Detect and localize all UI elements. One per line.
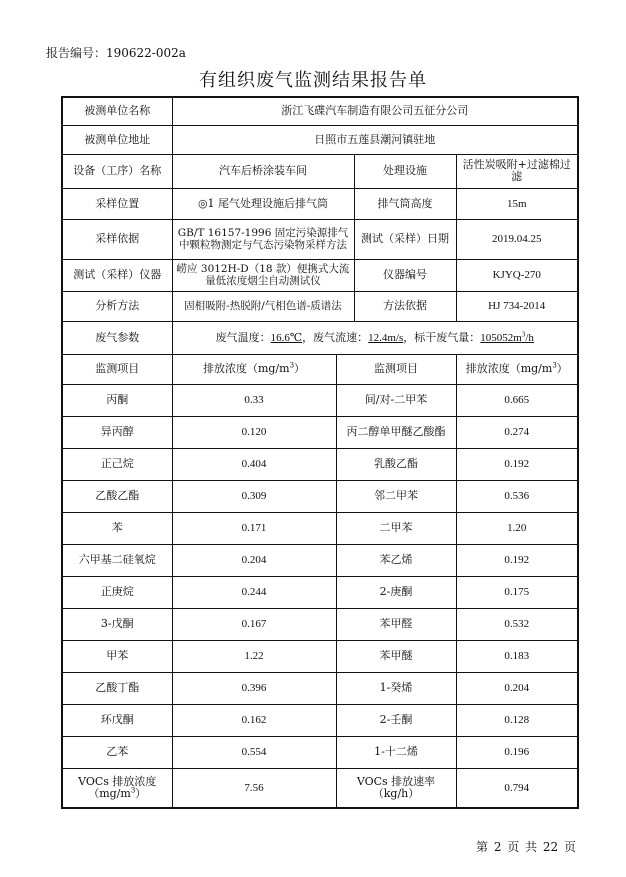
left-value: 0.167 bbox=[172, 608, 336, 640]
instrument-value: 崂应 3012H-D（18 款）便携式大流量低浓度烟尘自动测试仪 bbox=[172, 259, 354, 291]
instrument-no-label: 仪器编号 bbox=[354, 259, 456, 291]
sampling-position-value: ◎1 尾气处理设施后排气筒 bbox=[172, 188, 354, 219]
right-conc-header-text: 排放浓度（mg/m bbox=[465, 362, 553, 375]
equipment-label: 设备（工序）名称 bbox=[62, 154, 172, 188]
right-conc-header-end: ） bbox=[556, 362, 568, 375]
vocs-concentration-value: 7.56 bbox=[172, 768, 336, 808]
right-item: 苯甲醛 bbox=[336, 608, 456, 640]
right-value: 0.274 bbox=[456, 416, 578, 448]
left-value: 0.244 bbox=[172, 576, 336, 608]
right-item: 二甲苯 bbox=[336, 512, 456, 544]
result-row bbox=[62, 480, 578, 512]
right-value: 0.192 bbox=[456, 448, 578, 480]
vocs-rate-value: 0.794 bbox=[456, 768, 578, 808]
equipment-value: 汽车后桥涂装车间 bbox=[172, 154, 354, 188]
result-row bbox=[62, 704, 578, 736]
left-item: 环戊酮 bbox=[62, 704, 172, 736]
treatment-label: 处理设施 bbox=[354, 154, 456, 188]
result-row bbox=[62, 672, 578, 704]
right-item: 邻二甲苯 bbox=[336, 480, 456, 512]
analysis-label: 分析方法 bbox=[62, 291, 172, 321]
vocs-conc-label-line1: VOCs 排放浓度 bbox=[78, 774, 157, 788]
left-value: 0.404 bbox=[172, 448, 336, 480]
gas-params-row bbox=[62, 321, 578, 354]
left-item: 正庚烷 bbox=[62, 576, 172, 608]
left-item: 异丙醇 bbox=[62, 416, 172, 448]
left-item: 丙酮 bbox=[62, 384, 172, 416]
std-vol-sup: 3 bbox=[521, 329, 526, 338]
result-row bbox=[62, 576, 578, 608]
result-row bbox=[62, 544, 578, 576]
right-item: 丙二醇单甲醚乙酸酯 bbox=[336, 416, 456, 448]
std-vol-unit: /h bbox=[525, 331, 534, 344]
address-value: 日照市五莲县潮河镇驻地 bbox=[172, 125, 578, 154]
left-value: 0.120 bbox=[172, 416, 336, 448]
gas-temp-value: 16.6℃ bbox=[270, 331, 303, 344]
left-value: 0.204 bbox=[172, 544, 336, 576]
vocs-total-row bbox=[62, 768, 578, 808]
right-conc-header-sup: 3 bbox=[552, 361, 557, 370]
instrument-label: 测试（采样）仪器 bbox=[62, 259, 172, 291]
left-value: 0.554 bbox=[172, 736, 336, 768]
method-basis-label: 方法依据 bbox=[354, 291, 456, 321]
right-conc-header bbox=[456, 354, 578, 384]
report-number: 报告编号：190622-002a bbox=[46, 46, 186, 60]
vocs-rate-label-line1: VOCs 排放速率 bbox=[356, 774, 436, 788]
left-conc-header-text: 排放浓度（mg/m bbox=[202, 362, 290, 375]
address-row bbox=[62, 125, 578, 154]
left-value: 1.22 bbox=[172, 640, 336, 672]
left-item: 甲苯 bbox=[62, 640, 172, 672]
sampling-basis-row bbox=[62, 219, 578, 259]
right-value: 0.183 bbox=[456, 640, 578, 672]
test-date-value: 2019.04.25 bbox=[456, 219, 578, 259]
left-item-header: 监测项目 bbox=[62, 354, 172, 384]
left-item: 3-戊酮 bbox=[62, 608, 172, 640]
monitoring-result-table bbox=[61, 96, 579, 809]
right-item: 2-庚酮 bbox=[336, 576, 456, 608]
stack-height-value: 15m bbox=[456, 188, 578, 219]
results-header-row bbox=[62, 354, 578, 384]
page-number: 第 2 页 共 22 页 bbox=[476, 840, 576, 854]
result-row bbox=[62, 512, 578, 544]
std-vol-label: ，标干废气量： bbox=[403, 330, 481, 344]
vocs-rate-label bbox=[336, 768, 456, 808]
right-value: 0.175 bbox=[456, 576, 578, 608]
right-item: 2-壬酮 bbox=[336, 704, 456, 736]
sampling-position-label: 采样位置 bbox=[62, 188, 172, 219]
left-item: 乙酸丁酯 bbox=[62, 672, 172, 704]
vocs-rate-label-line2: （kg/h） bbox=[372, 786, 420, 800]
unit-name-row bbox=[62, 97, 578, 125]
left-value: 0.33 bbox=[172, 384, 336, 416]
right-item: 苯乙烯 bbox=[336, 544, 456, 576]
right-item: 间/对-二甲苯 bbox=[336, 384, 456, 416]
instrument-row bbox=[62, 259, 578, 291]
right-value: 0.665 bbox=[456, 384, 578, 416]
left-value: 0.396 bbox=[172, 672, 336, 704]
method-basis-value: HJ 734-2014 bbox=[456, 291, 578, 321]
result-row bbox=[62, 736, 578, 768]
right-value: 0.196 bbox=[456, 736, 578, 768]
left-value: 0.162 bbox=[172, 704, 336, 736]
std-vol-value bbox=[480, 329, 534, 344]
equipment-row bbox=[62, 154, 578, 188]
unit-name-value: 浙江飞碟汽车制造有限公司五征分公司 bbox=[172, 97, 578, 125]
right-value: 0.128 bbox=[456, 704, 578, 736]
right-item: 苯甲醚 bbox=[336, 640, 456, 672]
right-value: 0.532 bbox=[456, 608, 578, 640]
analysis-value: 固相吸附-热脱附/气相色谱-质谱法 bbox=[172, 291, 354, 321]
gas-flow-value: 12.4m/s bbox=[368, 331, 404, 344]
gas-params-label: 废气参数 bbox=[62, 321, 172, 354]
address-label: 被测单位地址 bbox=[62, 125, 172, 154]
vocs-concentration-label bbox=[62, 768, 172, 808]
right-item-header: 监测项目 bbox=[336, 354, 456, 384]
stack-height-label: 排气筒高度 bbox=[354, 188, 456, 219]
left-item: 正己烷 bbox=[62, 448, 172, 480]
right-item: 乳酸乙酯 bbox=[336, 448, 456, 480]
gas-temp-label: 废气温度： bbox=[215, 330, 271, 344]
right-item: 1-十二烯 bbox=[336, 736, 456, 768]
left-value: 0.309 bbox=[172, 480, 336, 512]
results-body bbox=[62, 384, 578, 808]
sampling-basis-value: GB/T 16157-1996 固定污染源排气中颗粒物测定与气态污染物采样方法 bbox=[172, 219, 354, 259]
right-value: 0.192 bbox=[456, 544, 578, 576]
right-value: 1.20 bbox=[456, 512, 578, 544]
document-title: 有组织废气监测结果报告单 bbox=[199, 70, 427, 91]
right-value: 0.536 bbox=[456, 480, 578, 512]
left-item: 乙酸乙酯 bbox=[62, 480, 172, 512]
vocs-conc-label-sup: 3 bbox=[130, 786, 136, 795]
vocs-conc-label-line2: （mg/m bbox=[88, 786, 131, 800]
result-row bbox=[62, 384, 578, 416]
left-value: 0.171 bbox=[172, 512, 336, 544]
sampling-position-row bbox=[62, 188, 578, 219]
left-conc-header-sup: 3 bbox=[289, 361, 295, 370]
std-vol-number: 105052m bbox=[480, 331, 522, 344]
vocs-conc-label-end: ） bbox=[135, 786, 147, 800]
unit-name-label: 被测单位名称 bbox=[62, 97, 172, 125]
left-conc-header bbox=[172, 354, 336, 384]
right-value: 0.204 bbox=[456, 672, 578, 704]
left-conc-header-end: ） bbox=[294, 362, 306, 375]
result-row bbox=[62, 448, 578, 480]
sampling-basis-label: 采样依据 bbox=[62, 219, 172, 259]
left-item: 苯 bbox=[62, 512, 172, 544]
gas-flow-label: ，废气流速： bbox=[302, 330, 369, 344]
result-row bbox=[62, 640, 578, 672]
analysis-row bbox=[62, 291, 578, 321]
result-row bbox=[62, 416, 578, 448]
left-item: 乙苯 bbox=[62, 736, 172, 768]
left-item: 六甲基二硅氧烷 bbox=[62, 544, 172, 576]
test-date-label: 测试（采样）日期 bbox=[354, 219, 456, 259]
treatment-value: 活性炭吸附+过滤棉过滤 bbox=[456, 154, 578, 188]
instrument-no-value: KJYQ-270 bbox=[456, 259, 578, 291]
gas-params-value bbox=[172, 321, 578, 354]
right-item: 1-癸烯 bbox=[336, 672, 456, 704]
result-row bbox=[62, 608, 578, 640]
